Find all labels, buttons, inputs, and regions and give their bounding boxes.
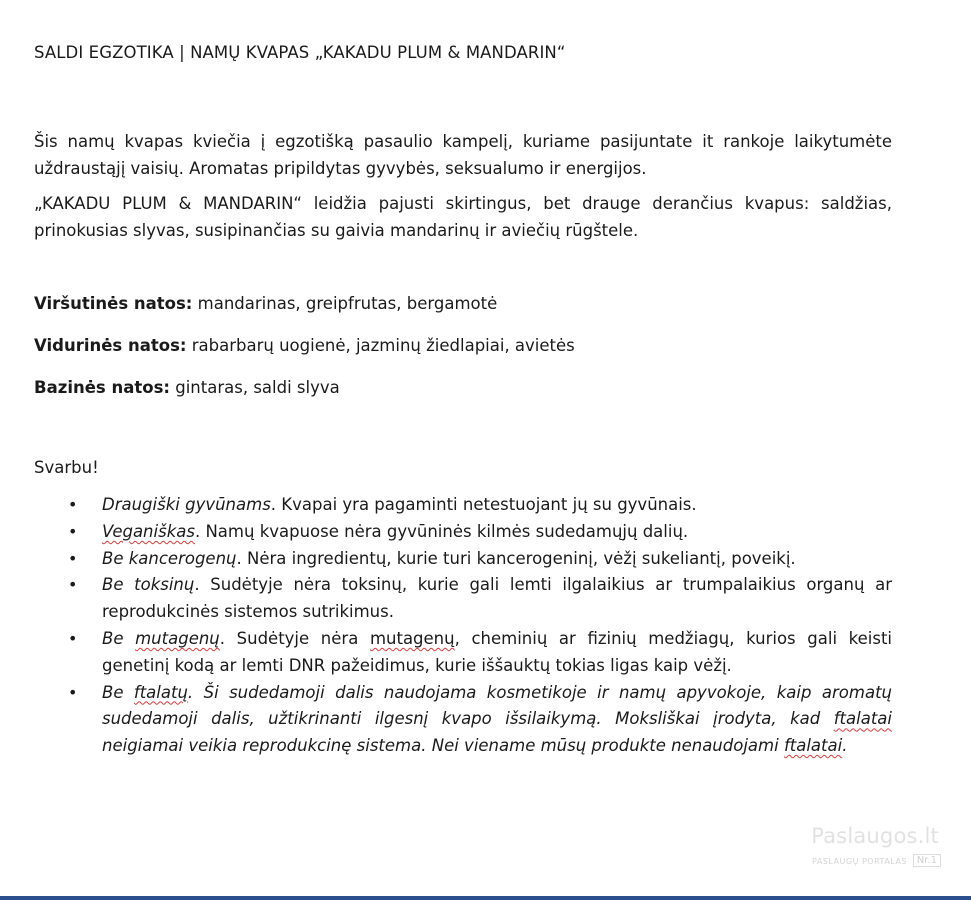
middle-notes xyxy=(34,332,892,359)
bullet-icon: • xyxy=(68,575,78,595)
note-label: Vidurinės natos: xyxy=(34,336,187,355)
item-body: neigiamai veikia reprodukcinę sistema. Nei viename mūsų produkte nenaudojami xyxy=(102,736,784,756)
item-body: Namų kvapuose nėra gyvūninės kilmės sudedamųjų dalių. xyxy=(200,521,689,541)
item-lead-misspelled: mutagenų xyxy=(135,628,220,648)
bullet-icon: • xyxy=(68,495,78,514)
item-body-misspelled: mutagenų xyxy=(369,628,455,648)
benefits-list xyxy=(34,492,892,760)
bottom-border xyxy=(0,896,971,900)
item-lead: Be kancerogenų xyxy=(102,548,237,568)
bullet-icon: • xyxy=(68,548,78,568)
item-body: . xyxy=(842,736,848,756)
item-body: , cheminių ar fizinių medžiagų, kurios gali keisti genetinį kodą ar lemti DNR pažeidimus, kurie iššauktų tokias ligas kaip vėžį. xyxy=(102,628,893,675)
note-value: rabarbarų uogienė, jazminų žiedlapiai, avietės xyxy=(186,336,575,355)
list-item xyxy=(68,492,892,519)
item-body-misspelled: ftalatai xyxy=(783,736,843,756)
note-value: gintaras, saldi slyva xyxy=(170,378,340,397)
watermark-text: Paslaugos.lt xyxy=(811,824,939,848)
item-body: Nėra ingredientų, kurie turi kancerogeninį, vėžį sukeliantį, poveikį. xyxy=(241,548,796,568)
item-lead-punct: . xyxy=(187,682,194,702)
list-item xyxy=(68,680,892,760)
note-label: Bazinės natos: xyxy=(34,378,170,397)
item-body: Sudėtyje nėra toksinų, kurie gali lemti ilgalaikius ar trumpalaikius organų ar reprodukcinės sistemos sutrikimus. xyxy=(102,575,892,622)
item-body: Kvapai yra pagaminti netestuojant jų su gyvūnais. xyxy=(276,495,697,514)
intro-paragraph: „KAKADU PLUM & MANDARIN“ leidžia pajusti skirtingus, bet drauge derančius kvapus: saldžias, prinokusias slyvas, susipinančias su gaivia mandarinų ir aviečių rūgštele. xyxy=(34,194,892,240)
document-title: SALDI EGZOTIKA | NAMŲ KVAPAS „KAKADU PLUM & MANDARIN“ xyxy=(34,43,566,62)
item-lead-misspelled: ftalatų xyxy=(133,682,188,702)
item-lead-punct: . xyxy=(194,521,201,541)
top-notes xyxy=(34,290,892,317)
item-lead-punct: . xyxy=(270,495,277,514)
bullet-icon: • xyxy=(68,682,78,702)
item-lead: Draugiški gyvūnams xyxy=(102,495,271,514)
item-lead-punct: . xyxy=(219,628,226,648)
watermark-subtitle: PASLAUGŲ PORTALAS xyxy=(812,857,907,866)
list-item xyxy=(68,626,893,680)
bullet-icon: • xyxy=(68,521,78,541)
item-lead: Be xyxy=(102,628,136,648)
document-body xyxy=(34,40,892,760)
item-lead-punct: . xyxy=(194,575,200,595)
item-lead-punct: . xyxy=(236,548,242,568)
fragrance-notes xyxy=(34,290,892,401)
item-lead: Be toksinų xyxy=(102,575,195,595)
item-lead: Be xyxy=(102,682,134,702)
site-watermark xyxy=(805,824,945,876)
item-body-misspelled: ftalatai xyxy=(833,709,892,729)
item-lead-misspelled: Veganiškas xyxy=(102,521,195,541)
item-body: Ši sudedamoji dalis naudojama kosmetikoje ir namų apyvokoje, kaip aromatų sudedamoji dalis, užtikrinanti ilgesnį kvapo išsilaikymą. Moksliškai įrodyta, kad xyxy=(102,682,892,729)
item-body: Sudėtyje nėra xyxy=(225,628,370,648)
intro-paragraph: Šis namų kvapas kviečia į egzotišką pasaulio kampelį, kuriame pasijuntate it rankoje laikytumėte uždraustąjį vaisių. Aromatas pripildytas gyvybės, seksualumo ir energijos. xyxy=(34,132,892,178)
list-item xyxy=(68,546,892,573)
important-label: Svarbu! xyxy=(34,458,99,477)
list-item xyxy=(68,519,892,546)
note-value: mandarinas, greipfrutas, bergamotė xyxy=(192,294,498,313)
bullet-icon: • xyxy=(68,628,78,648)
list-item xyxy=(68,572,892,626)
note-label: Viršutinės natos: xyxy=(34,294,193,313)
base-notes xyxy=(34,374,892,401)
watermark-badge: Nr.1 xyxy=(913,854,941,867)
